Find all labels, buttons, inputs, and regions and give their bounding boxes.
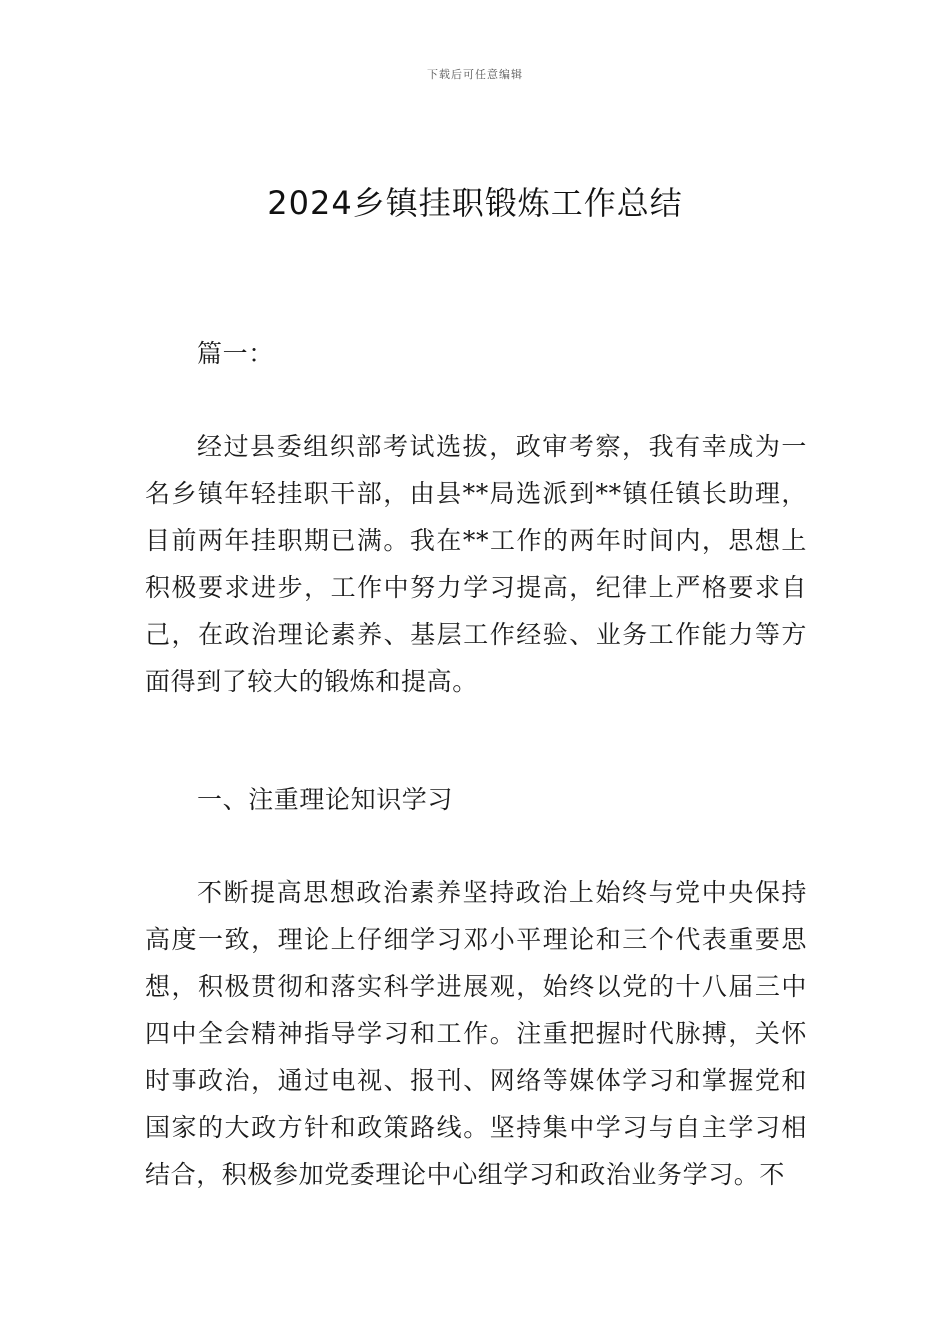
paragraph-theory-study: 不断提高思想政治素养坚持政治上始终与党中央保持高度一致，理论上仔细学习邓小平理论和三个代表重要思想，积极贯彻和落实科学进展观，始终以党的十八届三中四中全会精神指导学习和工作。注重把握时代脉搏，关怀时事政治，通过电视、报刊、网络等媒体学习和掌握党和国家的大政方针和政策路线。坚持集中学习与自主学习相结合，积极参加党委理论中心组学习和政治业务学习。不 (145, 878, 807, 1189)
paragraph-intro: 经过县委组织部考试选拔，政审考察，我有幸成为一名乡镇年轻挂职干部，由县**局选派到**镇任镇长助理，目前两年挂职期已满。我在**工作的两年时间内，思想上积极要求进步，工作中努力学习提高，纪律上严格要求自己，在政治理论素养、基层工作经验、业务工作能力等方面得到了较大的锻炼和提高。 (145, 432, 807, 696)
section-label: 篇一： (197, 339, 274, 368)
header-note: 下载后可任意编辑 (427, 68, 523, 81)
section-heading-theory-study: 一、注重理论知识学习 (197, 785, 454, 814)
document-title: 2024乡镇挂职锻炼工作总结 (267, 184, 683, 222)
